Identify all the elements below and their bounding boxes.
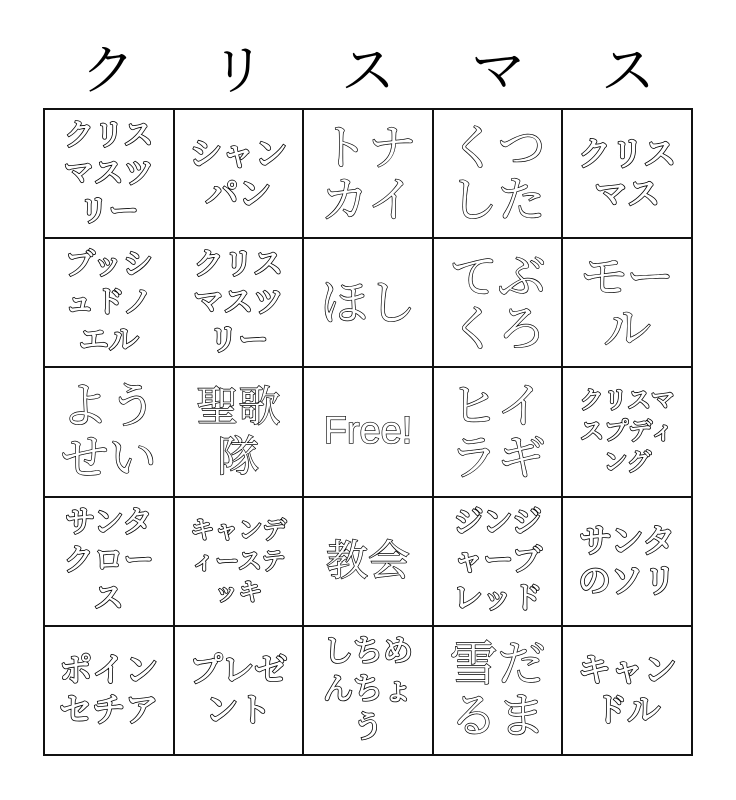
cell-text: ポイン セチア: [59, 650, 159, 730]
bingo-cell[interactable]: [45, 110, 175, 239]
bingo-cell[interactable]: [304, 627, 434, 756]
cell-text: サンタ クロー ス: [63, 505, 154, 617]
cell-text: クリスマ スプディ ング: [579, 386, 675, 477]
cell-text: くつ した: [449, 119, 546, 228]
bingo-cell[interactable]: [45, 498, 175, 627]
cell-text: 教会: [325, 536, 410, 586]
free-space-cell[interactable]: [304, 368, 434, 497]
cell-text: クリス マス: [578, 133, 677, 213]
bingo-cell[interactable]: [434, 627, 564, 756]
title-letter: ク: [81, 39, 135, 102]
bingo-cell[interactable]: [45, 368, 175, 497]
cell-text: 雪だ るま: [449, 636, 546, 745]
cell-text: よう せい: [60, 377, 157, 486]
bingo-cell[interactable]: [175, 110, 305, 239]
bingo-cell[interactable]: [434, 498, 564, 627]
bingo-cell[interactable]: [175, 239, 305, 368]
bingo-cell[interactable]: [175, 627, 305, 756]
cell-text: プレゼ ント: [189, 650, 288, 730]
cell-text: キャン ドル: [577, 650, 677, 730]
title-letter: マ: [471, 39, 525, 102]
bingo-grid: [43, 108, 693, 756]
bingo-cell[interactable]: [175, 498, 305, 627]
bingo-cell[interactable]: [563, 368, 693, 497]
cell-text: クリス マスツ リー: [193, 246, 284, 358]
free-space-text: Free!: [323, 410, 413, 453]
cell-text: ヒイ ラギ: [449, 377, 546, 486]
title-letter: ス: [341, 39, 395, 102]
cell-text: しちめ んちょ う: [322, 634, 413, 746]
bingo-cell[interactable]: [434, 110, 564, 239]
cell-text: シャン パン: [189, 133, 288, 213]
bingo-cell[interactable]: [563, 239, 693, 368]
bingo-cell[interactable]: [563, 627, 693, 756]
cell-text: ブッシ ュドノ エル: [64, 246, 153, 358]
bingo-cell[interactable]: [563, 498, 693, 627]
bingo-cell[interactable]: [304, 110, 434, 239]
title-letter: リ: [211, 39, 265, 102]
bingo-cell[interactable]: [434, 239, 564, 368]
bingo-cell[interactable]: [175, 368, 305, 497]
cell-text: クリス マスツ リー: [63, 117, 154, 229]
bingo-title: [43, 38, 693, 104]
cell-text: キャンデ ィーステ ッキ: [190, 515, 287, 606]
cell-text: ほし: [319, 274, 416, 331]
bingo-cell[interactable]: [45, 239, 175, 368]
cell-text: モー ル: [580, 248, 675, 357]
cell-text: てぶ くろ: [449, 248, 546, 357]
bingo-cell[interactable]: [304, 239, 434, 368]
cell-text: サンタ のソリ: [578, 521, 677, 601]
bingo-cell[interactable]: [434, 368, 564, 497]
cell-text: ジンジ ャーブ レッド: [452, 505, 543, 617]
bingo-cell[interactable]: [304, 498, 434, 627]
bingo-cell[interactable]: [45, 627, 175, 756]
cell-text: トナ カイ: [319, 119, 416, 228]
cell-text: 聖歌 隊: [196, 381, 281, 481]
title-letter: ス: [601, 39, 655, 102]
bingo-cell[interactable]: [563, 110, 693, 239]
